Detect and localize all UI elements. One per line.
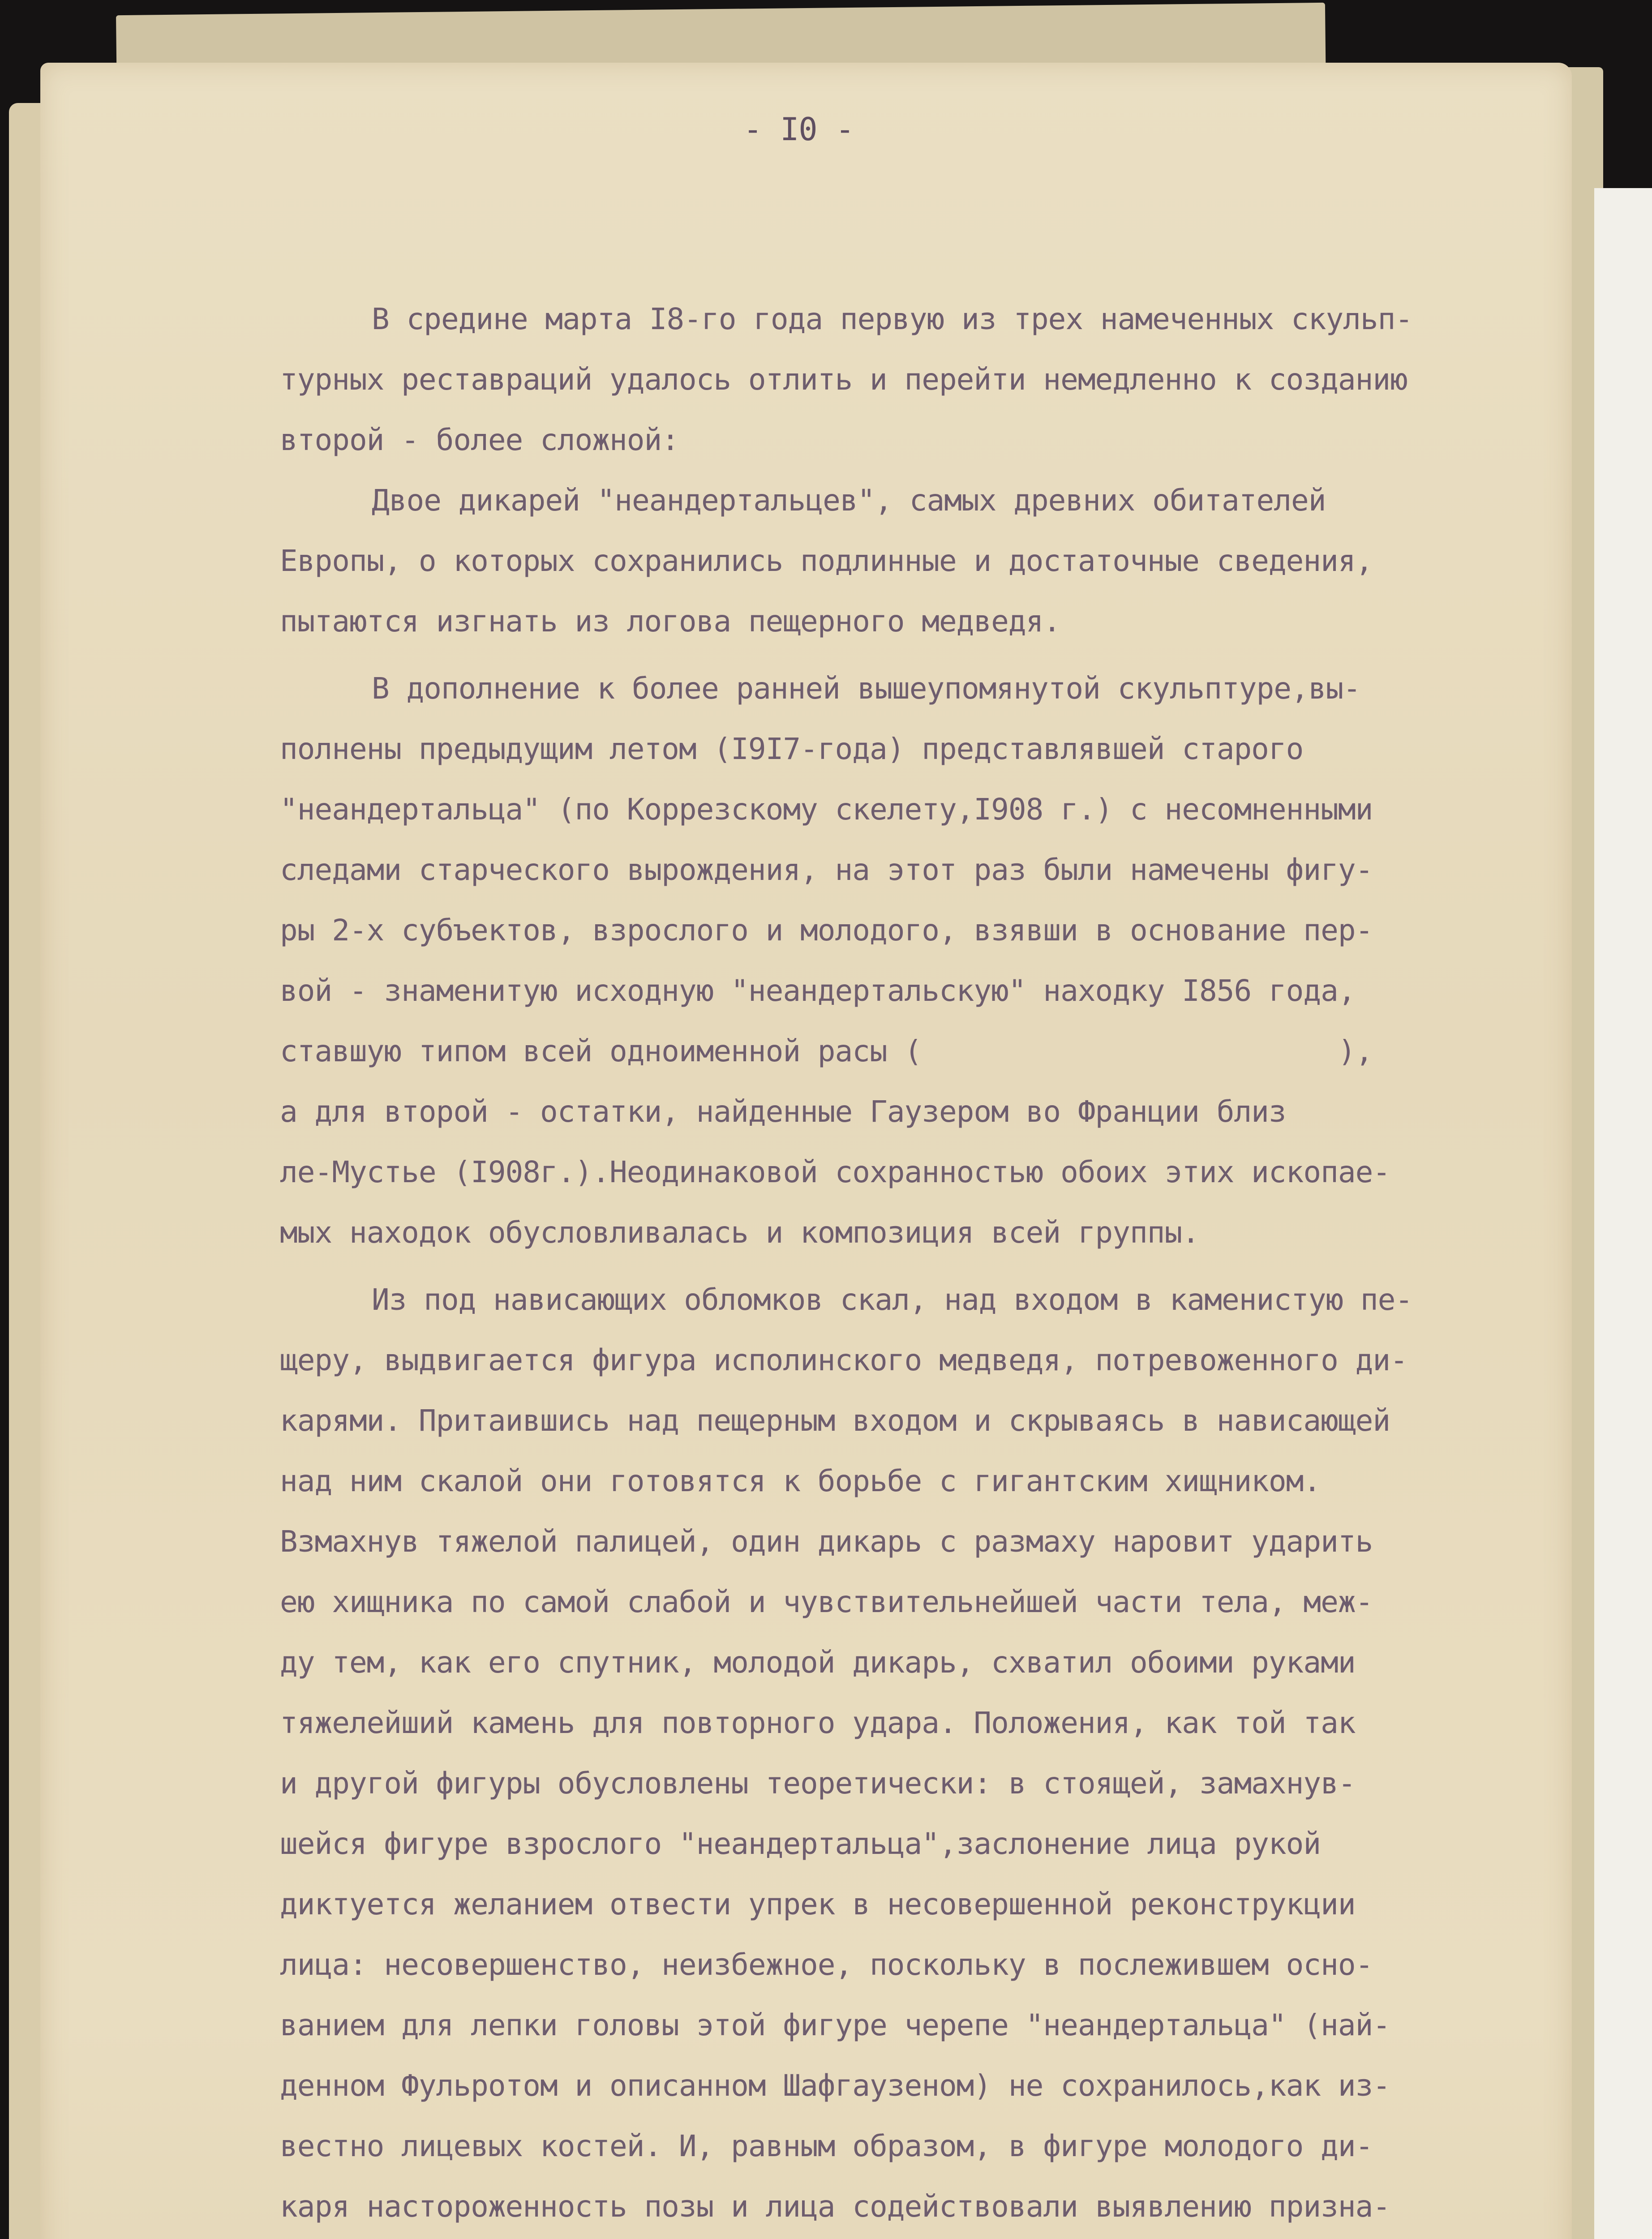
text-line: денном Фульротом и описанном Шафгаузеном) не сохранилось,как из- (280, 2068, 1390, 2103)
text-line: мых находок обусловливалась и композиция всей группы. (280, 1215, 1199, 1250)
text-line: ду тем, как его спутник, молодой дикарь, схватил обоими руками (280, 1645, 1356, 1680)
text-line: Двое дикарей "неандертальцев", самых древних обитателей (372, 483, 1326, 518)
text-line: следами старческого вырождения, на этот раз были намечены фигу- (280, 853, 1373, 887)
text-line: щеру, выдвигается фигура исполинского медведя, потревоженного ди- (280, 1343, 1407, 1377)
text-line: лица: несовершенство, неизбежное, поскольку в послежившем осно- (280, 1947, 1373, 1982)
page-number: - I0 - (743, 111, 854, 148)
text-line: второй - более сложной: (280, 423, 679, 457)
text-line: ставшую типом всей одноименной расы ( ), (280, 1034, 1373, 1068)
text-line: В дополнение к более ранней вышеупомянутой скульптуре,вы- (372, 671, 1360, 706)
text-line: шейся фигуре взрослого "неандертальца",заслонение лица рукой (280, 1827, 1321, 1861)
text-line: ею хищника по самой слабой и чувствительнейшей части тела, меж- (280, 1585, 1373, 1619)
text-line: "неандертальца" (по Коррезскому скелету,I908 г.) с несомненными (280, 792, 1373, 827)
text-line: Европы, о которых сохранились подлинные и достаточные сведения, (280, 544, 1373, 578)
text-line: тяжелейший камень для повторного удара. Положения, как той так (280, 1706, 1356, 1740)
text-line: над ним скалой они готовятся к борьбе с гигантским хищником. (280, 1464, 1321, 1498)
text-line: пытаются изгнать из логова пещерного медведя. (280, 604, 1061, 639)
text-line: полнены предыдущим летом (I9I7-года) представлявшей старого (280, 732, 1304, 766)
text-line: В средине марта I8-го года первую из трех намеченных скульп- (372, 302, 1413, 336)
text-line: вестно лицевых костей. И, равным образом, в фигуре молодого ди- (280, 2129, 1373, 2163)
text-line: Из под нависающих обломков скал, над входом в каменистую пе- (372, 1282, 1413, 1317)
text-line: ры 2-х субъектов, взрослого и молодого, взявши в основание пер- (280, 913, 1373, 948)
text-line: турных реставраций удалось отлить и перейти немедленно к созданию (280, 362, 1407, 397)
text-line: вой - знаменитую исходную "неандертальскую" находку I856 года, (280, 974, 1356, 1008)
text-line: Взмахнув тяжелой палицей, один дикарь с размаху наровит ударить (280, 1524, 1373, 1559)
text-line: а для второй - остатки, найденные Гаузером во Франции близ (280, 1094, 1286, 1129)
text-line: каря настороженность позы и лица содействовали выявлению призна- (280, 2189, 1390, 2224)
text-line: ванием для лепки головы этой фигуре черепе "неандертальца" (най- (280, 2008, 1390, 2042)
text-line: и другой фигуры обусловлены теоретически: в стоящей, замахнув- (280, 1766, 1356, 1801)
text-line: карями. Притаившись над пещерным входом и скрываясь в нависающей (280, 1403, 1390, 1438)
text-line: ле-Мустье (I908г.).Неодинаковой сохранностью обоих этих ископае- (280, 1155, 1390, 1189)
text-line: диктуется желанием отвести упрек в несовершенной реконструкции (280, 1887, 1356, 1922)
